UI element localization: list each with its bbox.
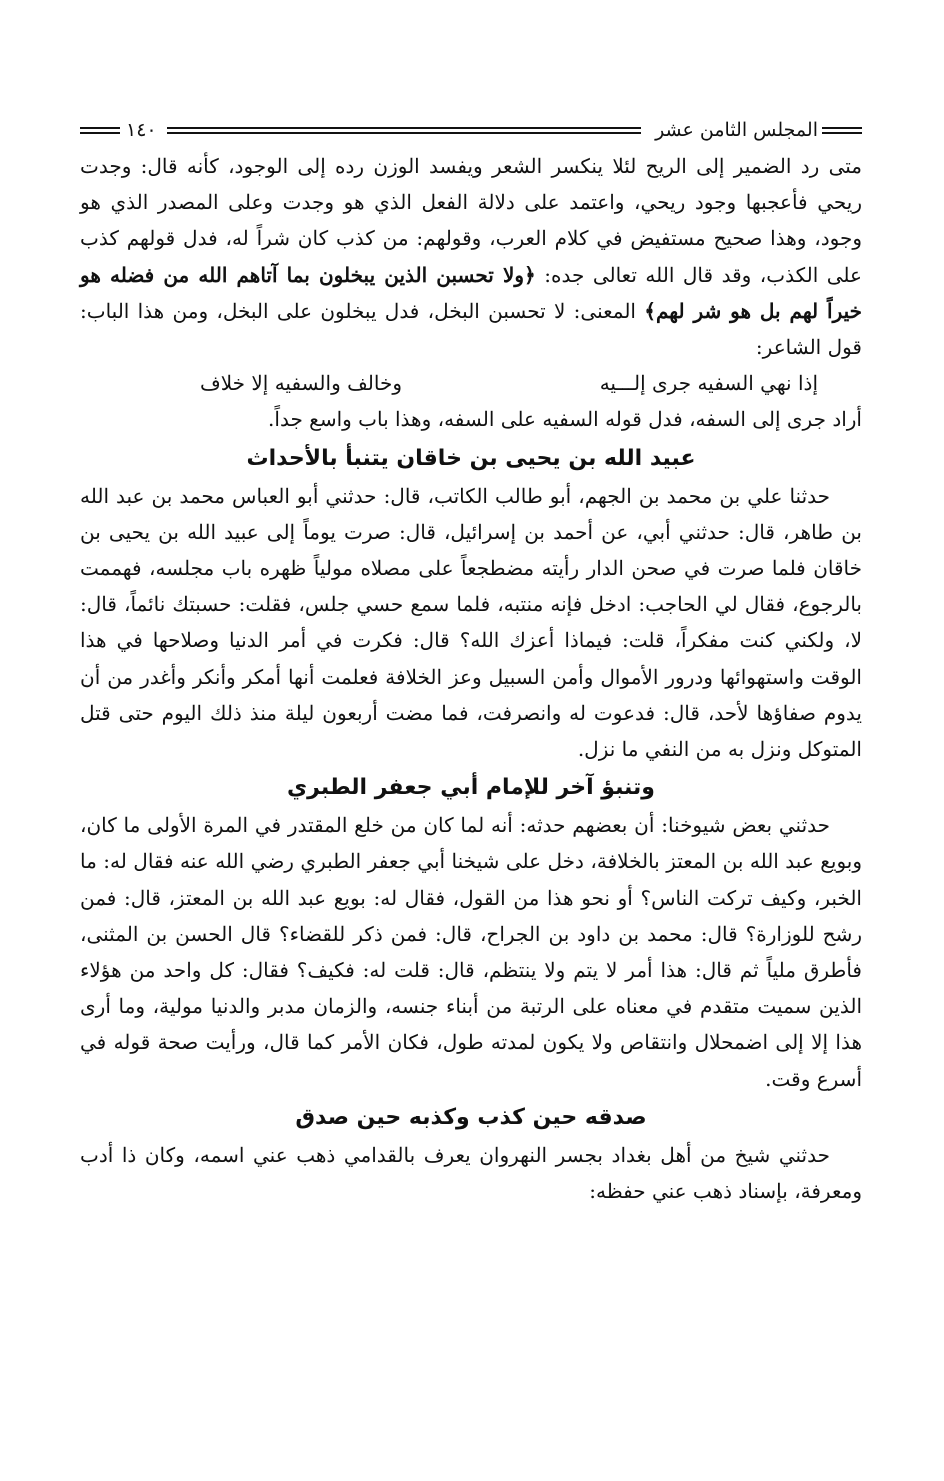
verse-second-hemistich: وخالف والسفيه إلا خلاف: [200, 371, 403, 396]
paragraph-intro-part2: المعنى: لا تحسبن البخل، فدل يبخلون على البخل، ومن هذا الباب: قول الشاعر:: [80, 298, 862, 360]
section-text-3: حدثني شيخ من أهل بغداد بجسر النهروان يعرف بالقدامي ذهب عني اسمه، وكان ذا أدب ومعرفة، بإسناد ذهب عني حفظه:: [80, 1142, 862, 1204]
header-rule-right: [822, 127, 862, 134]
page-header: [80, 112, 862, 148]
verse-first-hemistich: إذا نهي السفيه جرى إلـــيه: [599, 371, 818, 396]
poetry-verse: [80, 365, 862, 401]
book-page: [80, 112, 862, 1209]
paragraph-intro-part1: متى رد الضمير إلى الريح لئلا ينكسر الشعر ويفسد الوزن رده إلى الوجود، كأنه قال: وجدت ريحي فأعجبها وجود ريحي، واعتمد على دلالة الفعل الذي هو وجدت وعلى المصدر الذي هو وجود، وهذا صحيح مستفيض في كلام العرب، وقولهم: من كذب كان شراً له، فدل قولهم كذب على الكذب، وقد قال الله تعالى جده:: [80, 154, 862, 287]
section-title-2: وتنبؤ آخر للإمام أبي جعفر الطبري: [287, 775, 655, 801]
section-text-2: حدثني بعض شيوخنا: أن بعضهم حدثه: أنه لما كان من خلع المقتدر في المرة الأولى ما كان، وبويع عبد الله بن المعتز بالخلافة، دخل على شيخنا أبي جعفر الطبري رضي الله عنه فقال له: ما الخبر، وكيف تركت الناس؟ أو نحو هذا من القول، فقال له: بويع عبد الله بن المعتز، قال: فمن رشح للوزارة؟ قال: محمد بن داود بن الجراح، قال: فمن ذكر للقضاء؟ قال الحسن بن المثنى، فأطرق ملياً ثم قال: هذا أمر لا يتم ولا ينتظم، قال: قلت له: فكيف؟ فقال: كل واحد من هؤلاء الذين سميت متقدم في معناه على الرتبة من أبناء جنسه، والزمان مدبر والدنيا مولية، وما أرى هذا إلا إلى اضمحلال وانتقاص ولا يكون لمدته طول، فكان الأمر كما قال، ورأيت صحة قوله في أسرع وقت.: [80, 813, 863, 1091]
page-number: ١٤٠: [126, 119, 157, 141]
header-rule-left: [80, 127, 120, 134]
header-rule: [167, 127, 641, 134]
paragraph-explanation: أراد جرى إلى السفه، فدل قوله السفيه على السفه، وهذا باب واسع جداً.: [268, 407, 862, 432]
section-title-1: عبيد الله بن يحيى بن خاقان يتنبأ بالأحداث: [246, 445, 696, 471]
quran-quote: ﴿ولا تحسبن الذين يبخلون بما آتاهم الله من فضله هو خيراً لهم بل هو شر لهم﴾: [80, 262, 863, 323]
section-title-3: صدقه حين كذب وكذبه حين صدق: [295, 1104, 647, 1130]
running-title: المجلس الثامن عشر: [655, 119, 818, 141]
paragraph-intro: [80, 148, 862, 365]
section-text-1: حدثنا علي بن محمد بن الجهم، أبو طالب الكاتب، قال: حدثني أبو العباس محمد بن عبد الله بن طاهر، قال: حدثني أبي، عن أحمد بن إسرائيل، قال: صرت يوماً إلى عبيد الله بن يحيى بن خاقان فلما صرت في صحن الدار رأيته مضطجعاً على مصلاه مولياً ظهره باب مجلسه، فهممت بالرجوع، فقال لي الحاجب: ادخل فإنه منتبه، فلما سمع حسي جلس، فقلت: حسبتك نائماً، قال: لا، ولكني كنت مفكراً، قلت: فيماذا أعزك الله؟ قال: فكرت في أمر الدنيا وصلاحها في هذا الوقت واستهوائها ودرور الأموال وأمن السبيل وعز الخلافة فعلمت أنها أمكر وأنكر وأغدر من أن يدوم صفاؤها لأحد، قال: فدعوت له وانصرفت، فما مضت أربعون ليلة منذ ذلك اليوم حتى قتل المتوكل ونزل به من النفي ما نزل.: [80, 483, 862, 762]
